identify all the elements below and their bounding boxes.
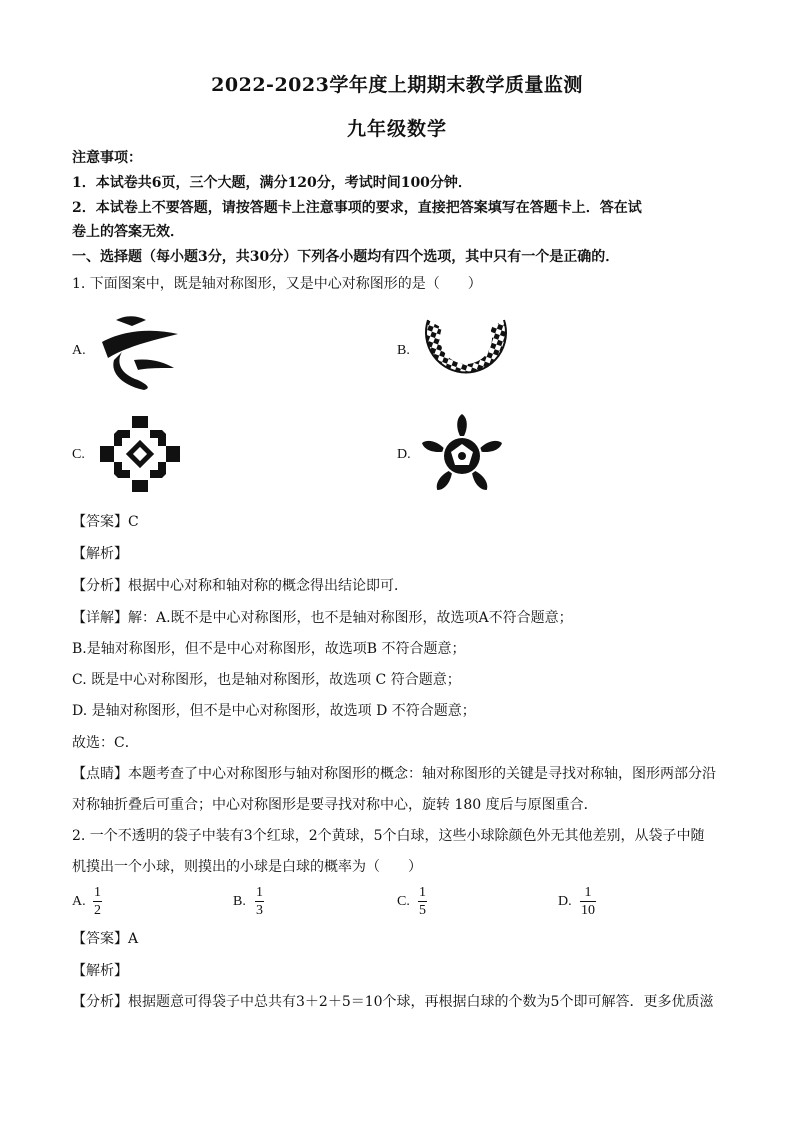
q1-option-c-figure — [98, 414, 182, 494]
section-1-heading: 一、选择题（每小题3分，共30分）下列各小题均有四个选项，其中只有一个是正确的． — [72, 249, 620, 265]
q2-option-a-numerator: 1 — [94, 885, 101, 900]
q1-answer: 【答案】C — [72, 514, 139, 530]
q1-stem: 1. 下面图案中，既是轴对称图形，又是中心对称图形的是（ ） — [72, 276, 482, 292]
q2-option-c-fraction — [418, 885, 427, 918]
exam-title: 2022-2023学年度上期期末教学质量监测 — [211, 74, 583, 96]
q2-option-b-numerator: 1 — [256, 885, 263, 900]
q1-option-b-figure — [420, 306, 512, 398]
q2-option-d-denominator: 10 — [581, 903, 595, 918]
q1-conclusion: 故选：C． — [72, 735, 139, 751]
exam-subtitle: 九年级数学 — [346, 118, 447, 140]
notes-heading: 注意事项： — [72, 150, 142, 166]
q2-option-c-label: C. — [397, 894, 410, 909]
q2-option-b-denominator: 3 — [256, 903, 263, 918]
q1-detail-2: B.是轴对称图形，但不是中心对称图形，故选项B 不符合题意； — [72, 641, 466, 657]
q1-option-c-label: C. — [72, 447, 85, 462]
q2-stem-line-2: 机摸出一个小球，则摸出的小球是白球的概率为（ ） — [72, 859, 422, 875]
q1-analysis-heading: 【解析】 — [72, 546, 128, 562]
q1-option-a-label: A. — [72, 343, 86, 358]
q1-detail-3: C. 既是中心对称图形，也是轴对称图形，故选项 C 符合题意； — [72, 672, 461, 688]
q2-option-d-fraction — [580, 885, 596, 918]
notes-item-2-line-1: 2．本试卷上不要答题，请按答题卡上注意事项的要求，直接把答案填写在答题卡上．答在试 — [72, 200, 642, 216]
q1-dianjing-line-1: 【点睛】本题考查了中心对称图形与轴对称图形的概念：轴对称图形的关键是寻找对称轴，图形两部分沿 — [72, 766, 716, 782]
q2-option-a-label: A. — [72, 894, 86, 909]
q2-fenxi: 【分析】根据题意可得袋子中总共有3＋2＋5＝10个球，再根据白球的个数为5个即可解答．更多优质滋 — [72, 994, 714, 1010]
q2-option-a-fraction — [93, 885, 102, 918]
q2-option-c-denominator: 5 — [419, 903, 426, 918]
q2-stem-line-1: 2. 一个不透明的袋子中装有3个红球，2个黄球，5个白球，这些小球除颜色外无其他差别，从袋子中随 — [72, 828, 705, 844]
q1-dianjing-line-2: 对称轴折叠后可重合；中心对称图形是要寻找对称中心，旋转 180 度后与原图重合． — [72, 797, 598, 813]
q2-option-a-denominator: 2 — [94, 903, 101, 918]
q1-option-d-label: D. — [397, 447, 411, 462]
notes-item-2-line-2: 卷上的答案无效． — [72, 224, 184, 240]
q1-option-d-figure — [418, 410, 506, 500]
q2-option-d-numerator: 1 — [584, 885, 592, 900]
q1-fenxi: 【分析】根据中心对称和轴对称的概念得出结论即可． — [72, 578, 408, 594]
q2-option-b-fraction — [255, 885, 264, 918]
q2-answer: 【答案】A — [72, 931, 139, 947]
q2-option-b-label: B. — [233, 894, 246, 909]
q1-option-a-figure — [94, 310, 184, 392]
q2-option-c-numerator: 1 — [419, 885, 426, 900]
q2-option-d-label: D. — [558, 894, 572, 909]
q2-analysis-heading: 【解析】 — [72, 963, 128, 979]
q1-option-b-label: B. — [397, 343, 410, 358]
q1-detail-1: 【详解】解：A.既不是中心对称图形，也不是轴对称图形，故选项A不符合题意； — [72, 610, 573, 626]
notes-item-1: 1．本试卷共6页，三个大题，满分120分，考试时间100分钟． — [72, 175, 472, 191]
q1-detail-4: D. 是轴对称图形，但不是中心对称图形，故选项 D 不符合题意； — [72, 703, 476, 719]
